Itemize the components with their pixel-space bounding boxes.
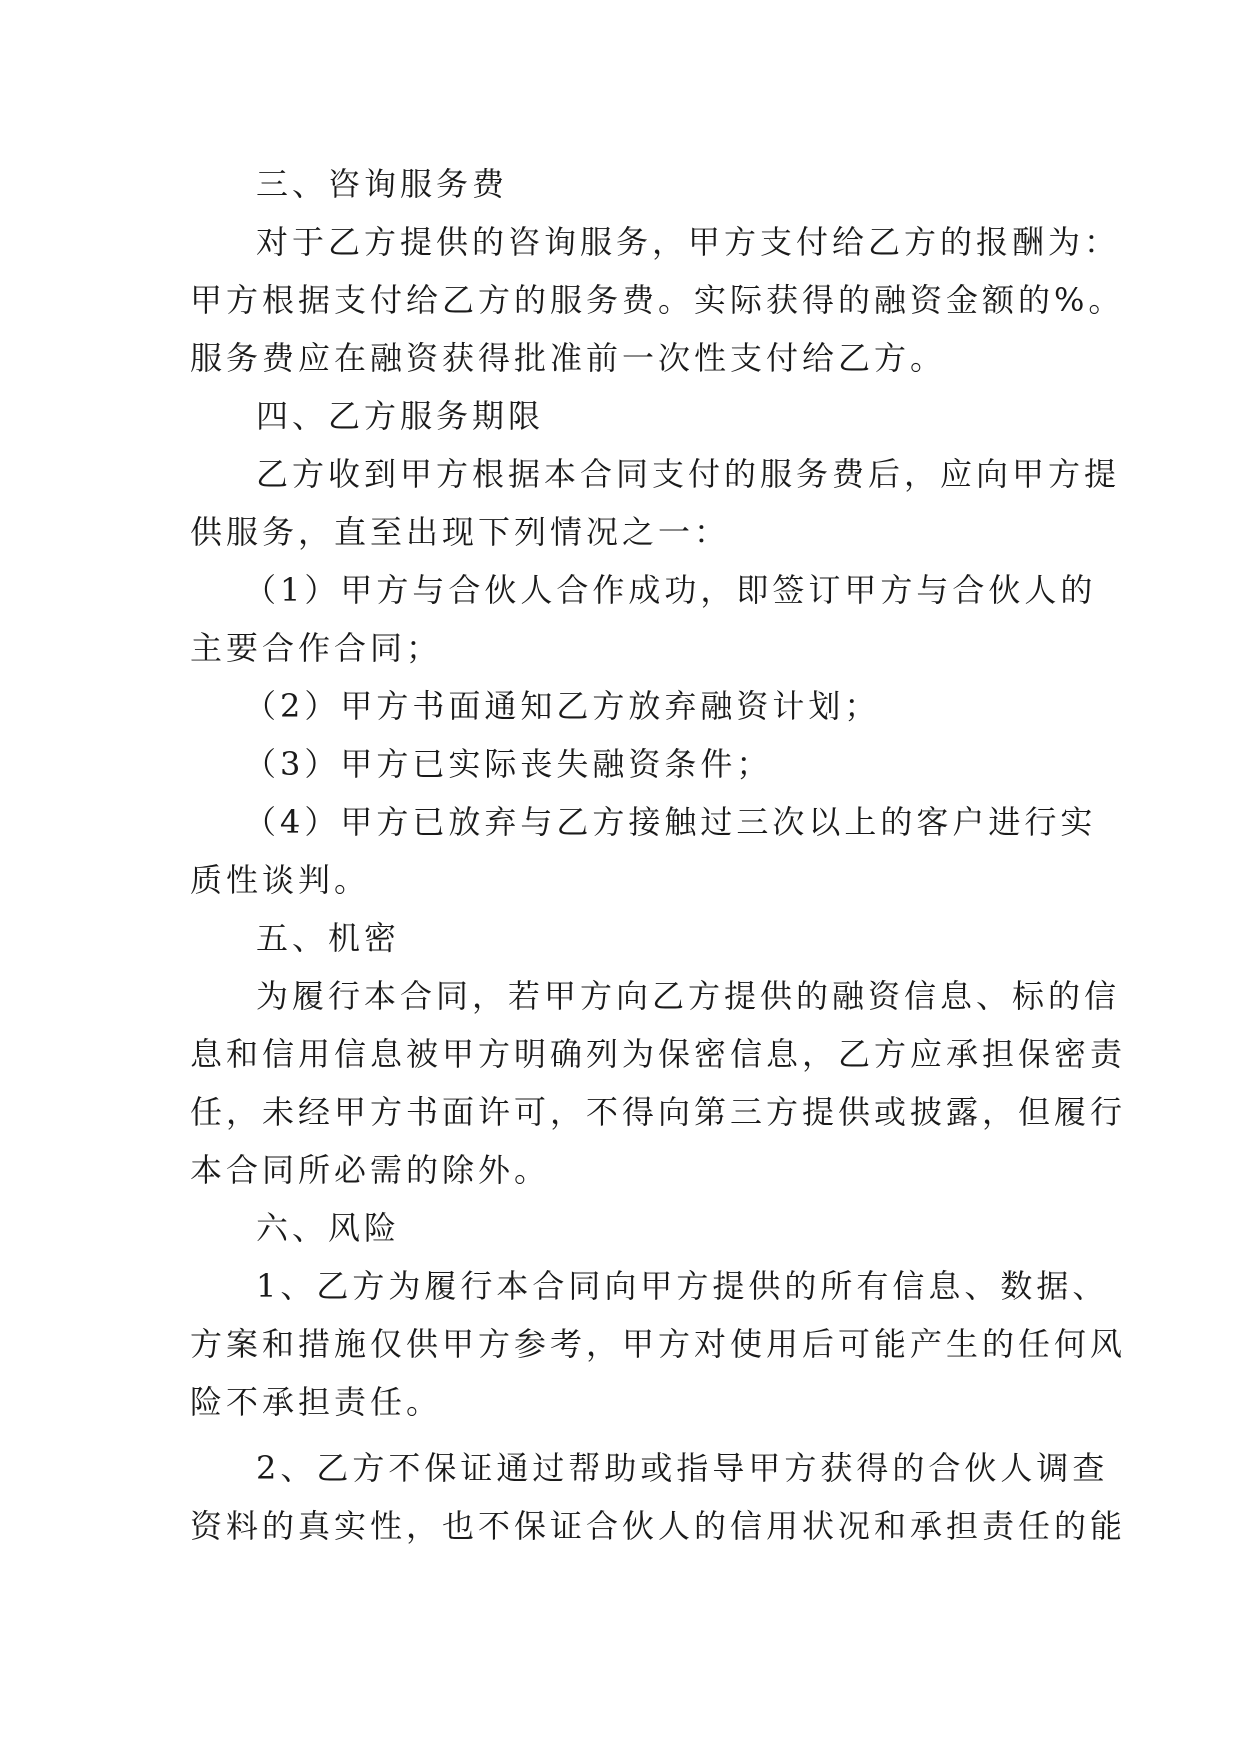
paragraph-line: 主要合作合同； [190,629,443,667]
paragraph-line: 险不承担责任。 [190,1383,443,1421]
paragraph-line: 资料的真实性，也不保证合伙人的信用状况和承担责任的能 [190,1507,1127,1545]
section-heading-service-period: 四、乙方服务期限 [256,397,545,435]
list-item-4: （4）甲方已放弃与乙方接触过三次以上的客户进行实 [244,803,1097,841]
paragraph-line: 质性谈判。 [190,861,371,899]
list-item-1: （1）甲方与合伙人合作成功，即签订甲方与合伙人的 [244,571,1097,609]
paragraph-line: 服务费应在融资获得批准前一次性支付给乙方。 [190,339,947,377]
paragraph-line: 1、乙方为履行本合同向甲方提供的所有信息、数据、 [256,1267,1109,1305]
paragraph-line: 任，未经甲方书面许可，不得向第三方提供或披露，但履行 [190,1093,1127,1131]
paragraph-line: 方案和措施仅供甲方参考，甲方对使用后可能产生的任何风 [190,1325,1127,1363]
list-item-2: （2）甲方书面通知乙方放弃融资计划； [244,687,881,725]
section-heading-consulting-fee: 三、咨询服务费 [256,165,509,203]
list-item-3: （3）甲方已实际丧失融资条件； [244,745,773,783]
paragraph-line: 供服务，直至出现下列情况之一： [190,513,731,551]
paragraph-line: 乙方收到甲方根据本合同支付的服务费后，应向甲方提 [256,455,1121,493]
paragraph-line: 息和信用信息被甲方明确列为保密信息，乙方应承担保密责 [190,1035,1127,1073]
paragraph-line: 本合同所必需的除外。 [190,1151,551,1189]
section-heading-confidentiality: 五、机密 [256,919,401,957]
paragraph-line: 对于乙方提供的咨询服务，甲方支付给乙方的报酬为： [256,223,1121,261]
paragraph-line: 甲方根据支付给乙方的服务费。实际获得的融资金额的%。 [190,281,1125,319]
document-page [190,155,1127,1555]
section-heading-risk: 六、风险 [256,1209,401,1247]
paragraph-line: 为履行本合同，若甲方向乙方提供的融资信息、标的信 [256,977,1121,1015]
paragraph-line: 2、乙方不保证通过帮助或指导甲方获得的合伙人调查 [256,1449,1109,1487]
